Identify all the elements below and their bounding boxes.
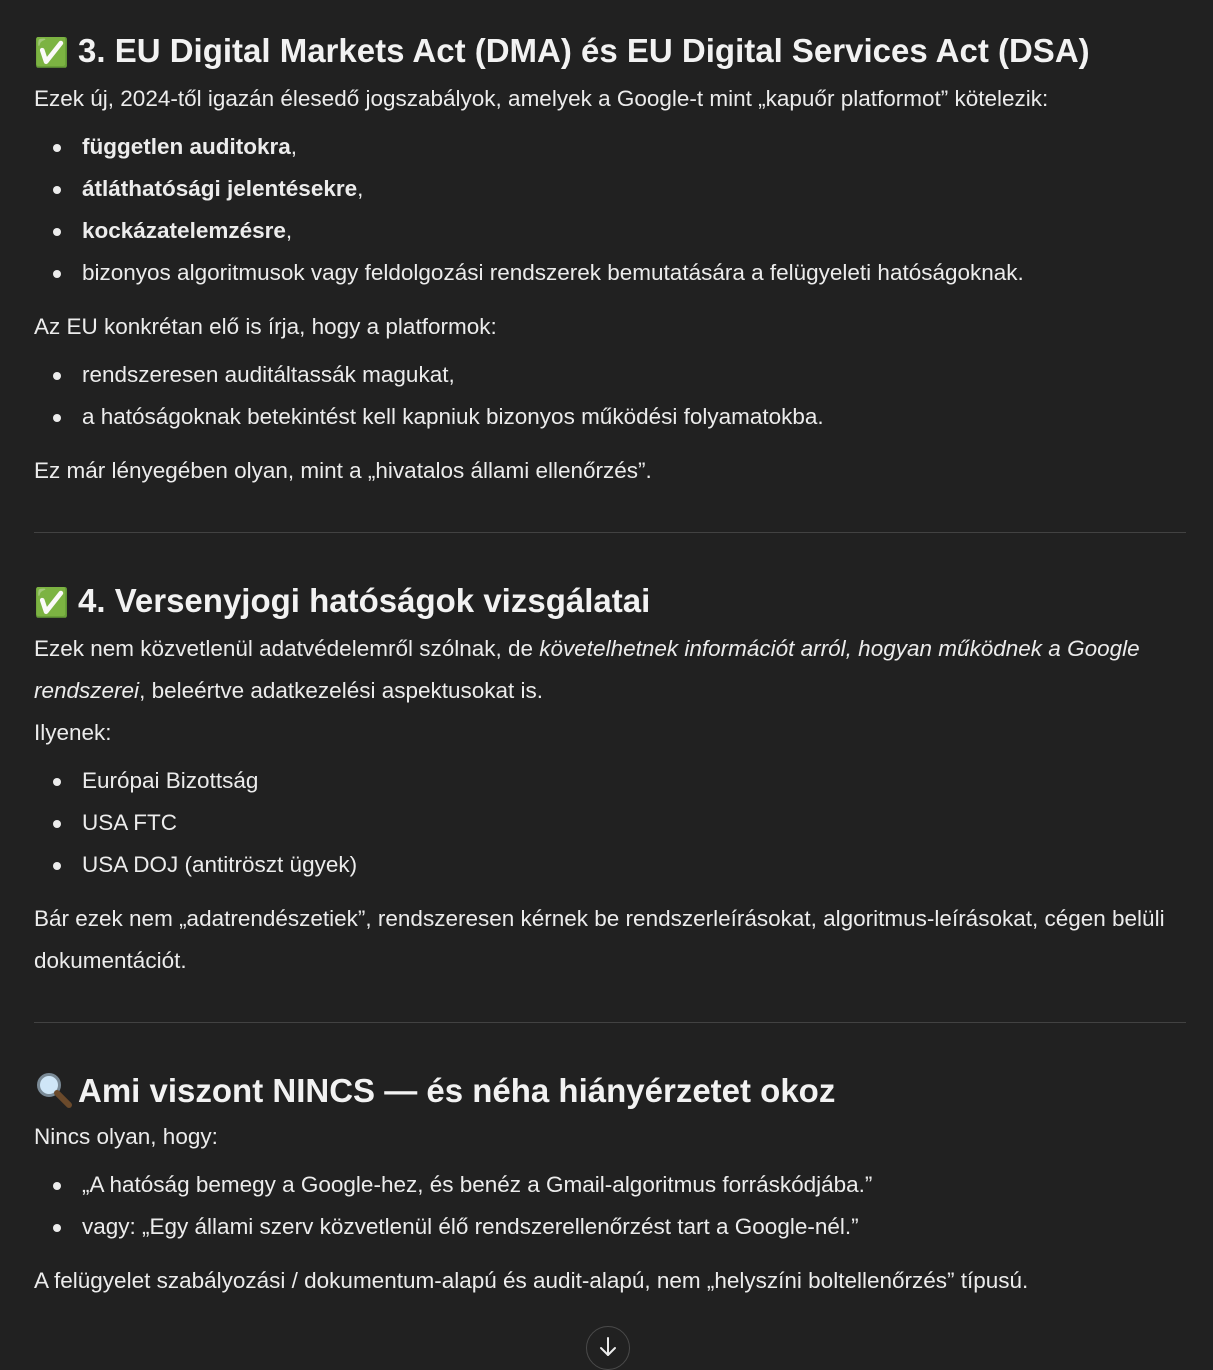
paragraph: Ezek új, 2024-től igazán élesedő jogszabályok, amelyek a Google-t mint „kapuőr platformot” kötelezik: [34,86,1049,111]
list-item: független auditokra, [34,126,1186,168]
message-content [34,0,1186,1302]
paragraph: Bár ezek nem „adatrendészetiek”, rendszeresen kérnek be rendszerleírásokat, algoritmus-leírásokat, cégen belüli dokumentációt. [34,906,1165,973]
section-title: 4. Versenyjogi hatóságok vizsgálatai [78,582,651,619]
list-item: átláthatósági jelentésekre, [34,168,1186,210]
paragraph: Nincs olyan, hogy: [34,1124,218,1149]
section-heading-missing [34,1069,1186,1113]
list-item: rendszeresen auditáltassák magukat, [34,354,1186,396]
list-item: kockázatelemzésre, [34,210,1186,252]
paragraph: Ezek nem közvetlenül adatvédelemről szólnak, de követelhetnek információt arról, hogyan működnek a Google rendszerei, beleértve adatkezelési aspektusokat is. [34,636,1140,703]
list-item: bizonyos algoritmusok vagy feldolgozási rendszerek bemutatására a felügyeleti hatóságoknak. [34,252,1186,294]
paragraph: Az EU konkrétan elő is írja, hogy a platformok: [34,314,497,339]
list-item: Európai Bizottság [34,760,1186,802]
check-icon: ✅ [34,586,69,619]
check-icon: ✅ [34,36,69,69]
list-item: vagy: „Egy állami szerv közvetlenül élő rendszerellenőrzést tart a Google-nél.” [34,1206,1186,1248]
paragraph: Ilyenek: [34,720,112,745]
bullet-list [34,354,1186,438]
section-heading-dma-dsa [34,29,1186,75]
list-item: a hatóságoknak betekintést kell kapniuk bizonyos működési folyamatokba. [34,396,1186,438]
bullet-list [34,126,1186,294]
section-heading-competition [34,579,1186,625]
divider [34,532,1186,533]
bullet-list [34,760,1186,886]
section-title: 3. EU Digital Markets Act (DMA) és EU Digital Services Act (DSA) [78,32,1090,69]
arrow-down-icon [597,1336,619,1358]
magnifier-icon [34,1069,68,1113]
divider [34,1022,1186,1023]
section-title: Ami viszont NINCS — és néha hiányérzetet okoz [78,1072,836,1109]
list-item: USA FTC [34,802,1186,844]
paragraph: A felügyelet szabályozási / dokumentum-alapú és audit-alapú, nem „helyszíni boltellenőrzés” típusú. [34,1268,1029,1293]
scroll-to-bottom-button[interactable] [586,1326,630,1370]
bullet-list [34,1164,1186,1248]
list-item: USA DOJ (antitröszt ügyek) [34,844,1186,886]
list-item: „A hatóság bemegy a Google-hez, és benéz a Gmail-algoritmus forráskódjába.” [34,1164,1186,1206]
paragraph: Ez már lényegében olyan, mint a „hivatalos állami ellenőrzés”. [34,458,652,483]
